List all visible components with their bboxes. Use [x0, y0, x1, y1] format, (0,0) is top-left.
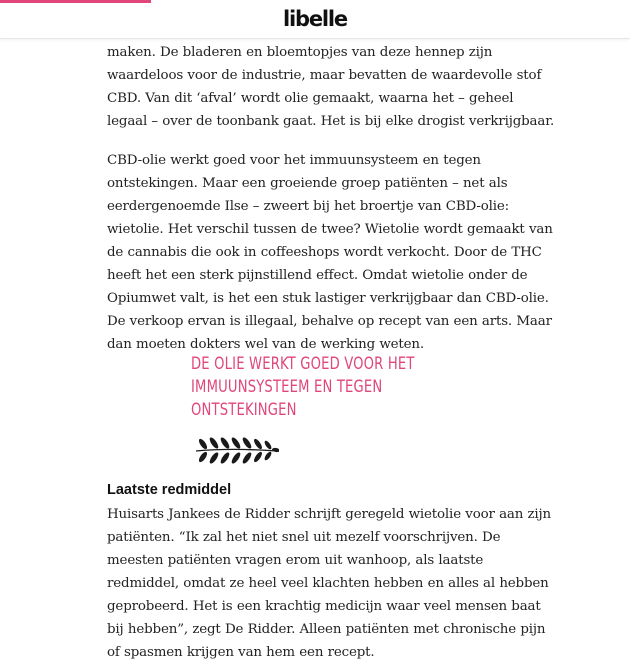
article-body	[107, 41, 557, 356]
site-logo[interactable]: libelle	[283, 7, 347, 31]
article-paragraph: Huisarts Jankees de Ridder schrijft geregeld wietolie voor aan zijn patiënten. “Ik zal het niet snel uit mezelf voorschrijven. De meesten patiënten vragen erom uit wanhoop, als laatste redmiddel, omdat ze heel veel klachten hebben en alles al hebben geprobeerd. Het is een krachtig medicijn waar veel mensen baat bij hebben”, zegt De Ridder. Alleen patiënten met chronische pijn of spasmen krijgen van hem een recept.	[107, 507, 552, 660]
site-header	[0, 0, 630, 39]
section-heading: Laatste redmiddel	[107, 482, 232, 498]
article-paragraph: maken. De bladeren en bloemtopjes van deze hennep zijn waardeloos voor de industrie, maar bevatten de waardevolle stof CBD. Van dit ‘afval’ wordt olie gemaakt, waarna het – geheel legaal – over de toonbank gaat. Het is bij elke drogist verkrijgbaar.	[107, 45, 555, 129]
pull-quote-line: IMMUUNSYSTEEM EN TEGEN	[191, 377, 383, 397]
reading-progress-track	[0, 0, 630, 3]
pull-quote-line: DE OLIE WERKT GOED VOOR HET	[191, 354, 415, 374]
reading-progress-bar	[0, 0, 151, 3]
pull-quote-line: ONTSTEKINGEN	[191, 400, 297, 420]
pull-quote	[191, 353, 491, 422]
article-section	[107, 480, 557, 664]
pull-quote-text	[191, 353, 449, 422]
article-paragraph: CBD-olie werkt goed voor het immuunsysteem en tegen ontstekingen. Maar een groeiende groep patiënten – net als eerdergenoemde Ilse – zweert bij het broertje van CBD-olie: wietolie. Het verschil tussen de twee? Wietolie wordt gemaakt van de cannabis die ook in coffeeshops wordt verkocht. Door de THC heeft het een sterk pijnstillend effect. Omdat wietolie onder de Opiumwet valt, is het een stuk lastiger verkrijgbaar dan CBD-olie. De verkoop ervan is illegaal, behalve op recept van een arts. Maar dan moeten dokters wel van de werking weten.	[107, 153, 553, 352]
leaf-sprig-icon	[193, 434, 279, 466]
